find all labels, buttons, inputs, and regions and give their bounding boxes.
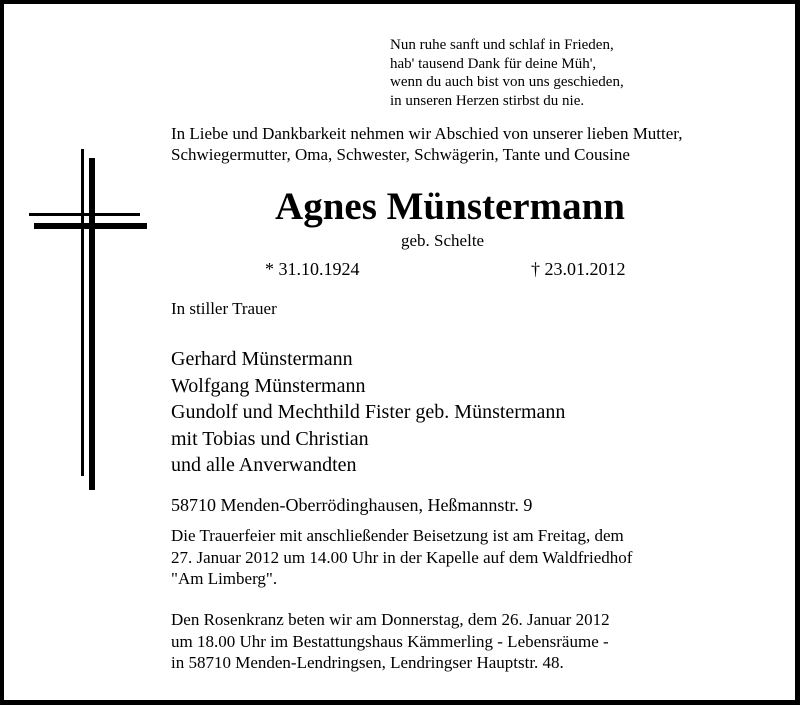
funeral-info (171, 525, 632, 590)
family-member: und alle Anverwandten (171, 454, 357, 476)
funeral-line: 27. Januar 2012 um 14.00 Uhr in der Kapelle auf dem Waldfriedhof (171, 547, 633, 567)
intro-text (171, 123, 683, 165)
mourning-label: In stiller Trauer (171, 299, 277, 318)
funeral-line: "Am Limberg". (171, 569, 278, 588)
rosary-line: Den Rosenkranz beten wir am Donnerstag, dem 26. Januar 2012 (171, 610, 610, 629)
poem-line: in unseren Herzen stirbst du nie. (390, 92, 585, 109)
rosary-info (171, 609, 610, 674)
poem-line: hab' tausend Dank für deine Müh', (390, 55, 597, 72)
birth-date: * 31.10.1924 (265, 259, 360, 279)
funeral-line: Die Trauerfeier mit anschließender Beisetzung ist am Freitag, dem (171, 526, 624, 545)
rosary-line: um 18.00 Uhr im Bestattungshaus Kämmerling - Lebensräume - (171, 631, 609, 651)
death-date: † 23.01.2012 (531, 259, 626, 279)
poem-line: Nun ruhe sanft und schlaf in Frieden, (390, 37, 614, 53)
deceased-name: Agnes Münstermann (275, 185, 625, 228)
rosary-line: in 58710 Menden-Lendringsen, Lendringser Hauptstr. 48. (171, 653, 564, 672)
intro-line: Schwiegermutter, Oma, Schwester, Schwägerin, Tante und Cousine (171, 145, 630, 164)
poem-line: wenn du auch bist von uns geschieden, (390, 74, 624, 90)
family-member: Gerhard Münstermann (171, 348, 353, 370)
cross-icon (0, 0, 160, 500)
intro-line: In Liebe und Dankbarkeit nehmen wir Abschied von unserer lieben Mutter, (171, 124, 683, 143)
poem (390, 36, 624, 110)
birth-name: geb. Schelte (401, 231, 485, 250)
family-member: Wolfgang Münstermann (171, 374, 366, 397)
family-member: Gundolf und Mechthild Fister geb. Münstermann (171, 401, 566, 423)
family-address: 58710 Menden-Oberrödinghausen, Heßmannstr. 9 (171, 495, 533, 515)
family-list (171, 346, 565, 479)
family-member: mit Tobias und Christian (171, 427, 369, 450)
